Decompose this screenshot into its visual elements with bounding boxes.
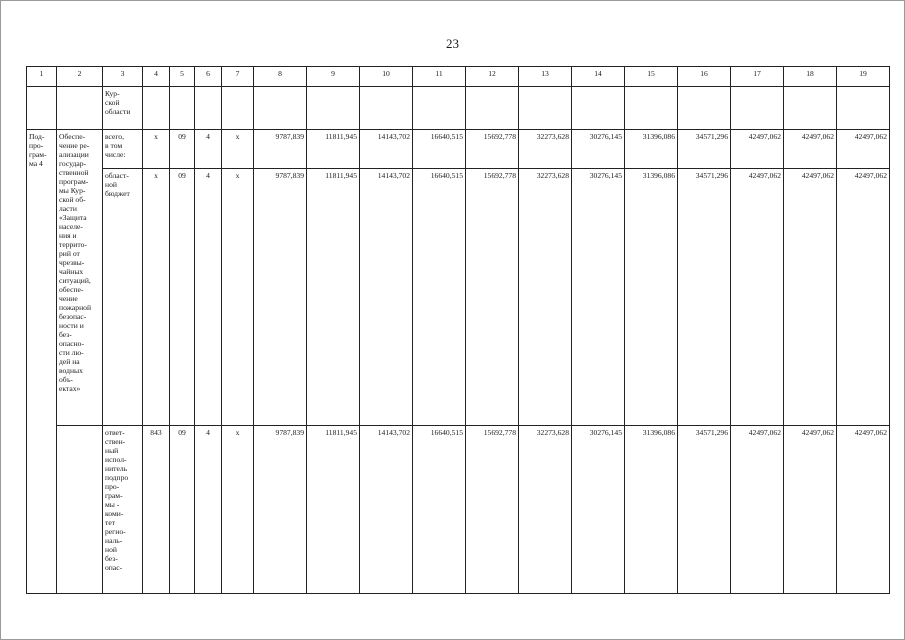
amount-cell: 14143,702 xyxy=(360,426,413,594)
amount-cell: 16640,515 xyxy=(413,169,466,426)
header-row xyxy=(27,67,890,87)
amount-cell: 42497,062 xyxy=(837,426,890,594)
amount-cell: 15692,778 xyxy=(466,130,519,169)
table-row xyxy=(27,130,890,169)
code-cell: x xyxy=(143,130,170,169)
code-cell: 4 xyxy=(195,169,222,426)
code-cell: 4 xyxy=(195,130,222,169)
amount-cell: 30276,145 xyxy=(572,426,625,594)
code-cell: x xyxy=(222,169,254,426)
column-header: 4 xyxy=(143,67,170,87)
code-cell: x xyxy=(222,426,254,594)
page-number: 23 xyxy=(446,36,459,51)
amount-cell: 14143,702 xyxy=(360,130,413,169)
amount-cell: 34571,296 xyxy=(678,426,731,594)
column-header: 13 xyxy=(519,67,572,87)
column-header: 10 xyxy=(360,67,413,87)
amount-cell: 9787,839 xyxy=(254,169,307,426)
funding-source-label: ответ- ствен- ный испол- нитель подпро про- грам- мы - коми- тет регио- наль- ной без- опас- xyxy=(103,426,143,594)
code-cell: 09 xyxy=(170,130,195,169)
subprogram-name-empty xyxy=(57,426,103,594)
column-header: 11 xyxy=(413,67,466,87)
amount-cell: 9787,839 xyxy=(254,426,307,594)
amount-cell: 32273,628 xyxy=(519,169,572,426)
amount-cell: 31396,086 xyxy=(625,130,678,169)
amount-cell: 11811,945 xyxy=(307,169,360,426)
column-header: 18 xyxy=(784,67,837,87)
amount-cell: 42497,062 xyxy=(731,426,784,594)
amount-cell: 30276,145 xyxy=(572,130,625,169)
amount-cell: 15692,778 xyxy=(466,426,519,594)
amount-cell: 32273,628 xyxy=(519,426,572,594)
table-row xyxy=(27,87,890,130)
column-header: 8 xyxy=(254,67,307,87)
amount-cell: 16640,515 xyxy=(413,130,466,169)
amount-cell: 42497,062 xyxy=(731,169,784,426)
amount-cell: 14143,702 xyxy=(360,169,413,426)
column-header: 15 xyxy=(625,67,678,87)
code-cell: x xyxy=(143,169,170,426)
code-cell: 09 xyxy=(170,426,195,594)
amount-cell: 15692,778 xyxy=(466,169,519,426)
amount-cell: 42497,062 xyxy=(784,169,837,426)
column-header: 7 xyxy=(222,67,254,87)
column-header: 6 xyxy=(195,67,222,87)
table-row xyxy=(27,169,890,426)
funding-source-label: всего, в том числе: xyxy=(103,130,143,169)
amount-cell: 42497,062 xyxy=(837,130,890,169)
amount-cell: 31396,086 xyxy=(625,169,678,426)
table-row xyxy=(27,426,890,594)
column-header: 5 xyxy=(170,67,195,87)
subprogram-name: Обеспе- чение ре- ализации государ- ственной програм- мы Кур- ской об- ласти «Защита населе- ния и террито- рий от чрезвы- чайных ситуаций, обеспе- чение пожарной безопас- ности и без- опасно- сти лю- дей на водных объ- ектах» xyxy=(57,130,103,426)
funding-source-label: област- ной бюджет xyxy=(103,169,143,426)
amount-cell: 11811,945 xyxy=(307,426,360,594)
column-header: 2 xyxy=(57,67,103,87)
budget-table xyxy=(26,66,890,594)
amount-cell: 34571,296 xyxy=(678,130,731,169)
amount-cell: 32273,628 xyxy=(519,130,572,169)
code-cell: 4 xyxy=(195,426,222,594)
amount-cell: 30276,145 xyxy=(572,169,625,426)
amount-cell: 42497,062 xyxy=(784,130,837,169)
amount-cell: 16640,515 xyxy=(413,426,466,594)
column-header: 9 xyxy=(307,67,360,87)
amount-cell: 42497,062 xyxy=(837,169,890,426)
region-cell: Кур- ской области xyxy=(103,87,143,130)
code-cell: 843 xyxy=(143,426,170,594)
amount-cell: 42497,062 xyxy=(731,130,784,169)
amount-cell: 9787,839 xyxy=(254,130,307,169)
amount-cell: 34571,296 xyxy=(678,169,731,426)
code-cell: 09 xyxy=(170,169,195,426)
column-header: 14 xyxy=(572,67,625,87)
column-header: 12 xyxy=(466,67,519,87)
column-header: 19 xyxy=(837,67,890,87)
subprogram-label: Под- про- грам- ма 4 xyxy=(27,130,57,594)
column-header: 1 xyxy=(27,67,57,87)
column-header: 17 xyxy=(731,67,784,87)
column-header: 3 xyxy=(103,67,143,87)
amount-cell: 11811,945 xyxy=(307,130,360,169)
amount-cell: 31396,086 xyxy=(625,426,678,594)
code-cell: x xyxy=(222,130,254,169)
amount-cell: 42497,062 xyxy=(784,426,837,594)
column-header: 16 xyxy=(678,67,731,87)
